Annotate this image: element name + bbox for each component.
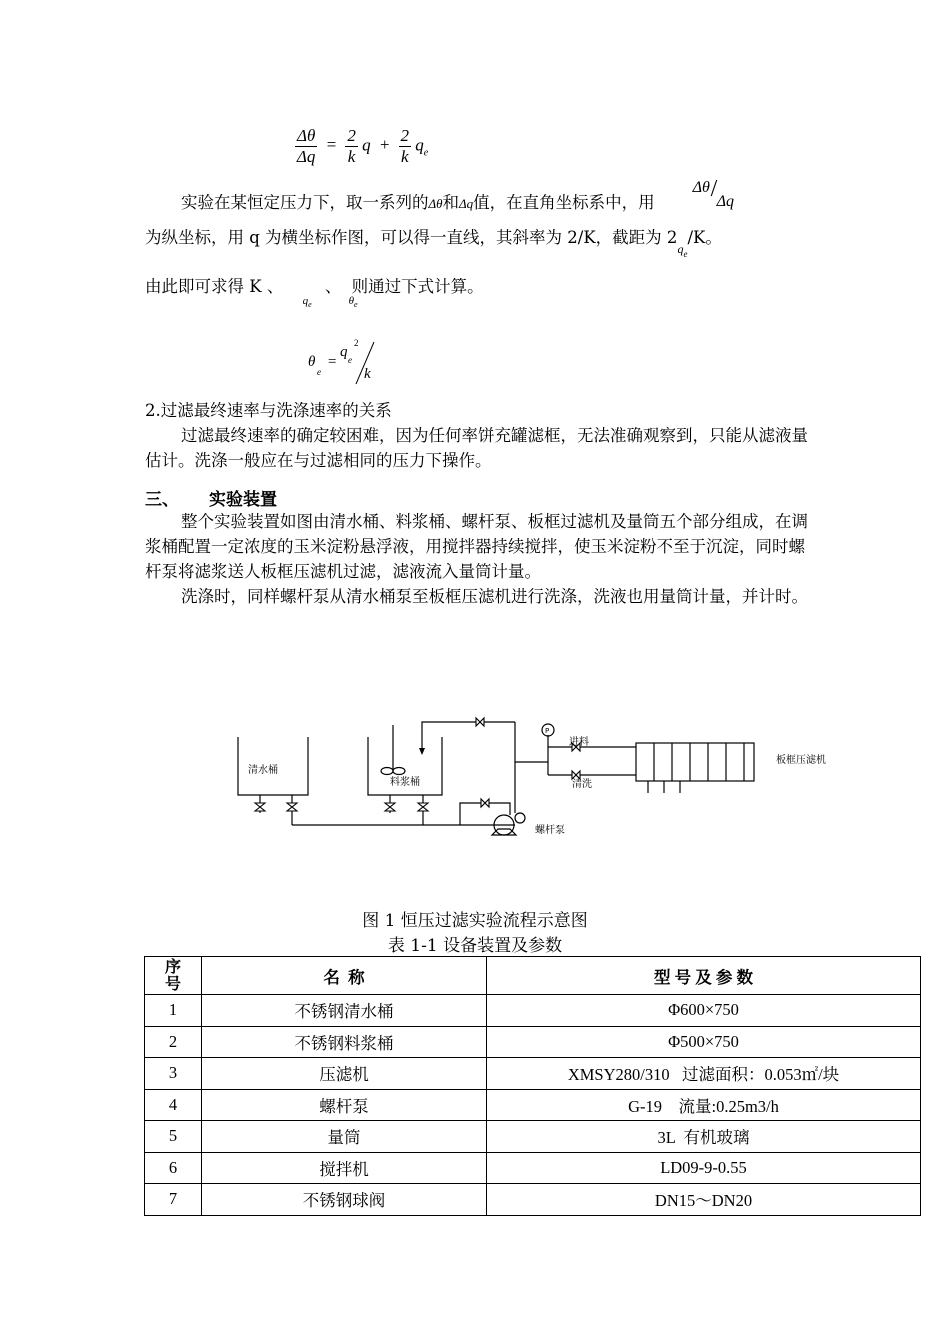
eq1-term1-num: 2 [347, 126, 356, 145]
return-line [422, 722, 480, 750]
eq1-lhs-fraction [295, 126, 317, 167]
intro-line3-thetae: e [354, 300, 358, 309]
section-3-title: 实验装置 [209, 490, 277, 510]
screw-pump-motor [515, 813, 525, 823]
intro-qe-q: q [677, 242, 684, 256]
intro-line3-sep: 、 [324, 277, 342, 296]
valve-icon [476, 718, 484, 726]
eq2-q-sub: e [348, 355, 352, 365]
table-cell-spec: Φ600×750 [487, 995, 921, 1027]
label-feed: 进料 [569, 737, 589, 748]
label-gauge: P [545, 727, 550, 735]
figure-caption: 图 1 恒压过滤实验流程示意图 [362, 911, 588, 931]
paragraph-intro [145, 176, 810, 216]
table-cell-name: 搅拌机 [202, 1152, 487, 1184]
intro-line3-a: 由此即可求得 K 、 [145, 277, 284, 296]
section-2 [145, 398, 810, 473]
table-row [145, 1089, 921, 1121]
table-cell-spec: DN15～DN20 [487, 1184, 921, 1216]
table-cell-name: 压滤机 [202, 1058, 487, 1090]
intro-line2-end: /K。 [687, 228, 722, 247]
intro-line3-qe: e [308, 300, 312, 309]
table-cell-spec: Φ500×750 [487, 1026, 921, 1058]
valve-icon [418, 803, 428, 811]
eq2-equals: = [328, 354, 337, 370]
eq1-term1-den: k [347, 147, 356, 166]
eq2-q-sup: 2 [354, 338, 359, 348]
bypass-line [460, 803, 510, 825]
section-2-body: 过滤最终速率的确定较困难，因为任何率饼充罐滤框，无法准确观察到，只能从滤液量估计。洗涤一般应在与过滤相同的压力下操作。 [145, 426, 808, 470]
label-pump: 螺杆泵 [535, 825, 565, 836]
eq2-theta: θ [308, 354, 316, 370]
table-cell-seq: 6 [145, 1152, 202, 1184]
table-cell-spec: G-19 流量:0.25m3/h [487, 1089, 921, 1121]
section-3-para-2: 洗涤时，同样螺杆泵从清水桶泵至板框压滤机进行洗涤，洗液也用量筒计量，并计时。 [181, 587, 808, 606]
eq1-term2-fraction [399, 126, 412, 167]
intro-line3-b: 则通过下式计算。 [351, 277, 484, 296]
eq1-term2-den: k [401, 147, 409, 166]
intro-and: 和 [442, 193, 460, 212]
eq1-term2-num: 2 [400, 126, 410, 145]
process-flow-diagram [230, 715, 870, 845]
section-3-number: 三、 [145, 490, 179, 510]
valve-icon [255, 803, 265, 811]
table-row [145, 1058, 921, 1090]
eq2-theta-sub: e [317, 367, 321, 377]
table-cell-seq: 2 [145, 1026, 202, 1058]
section-3-heading [145, 485, 277, 510]
intro-text-b: 值，在直角坐标系中，用 [473, 193, 655, 212]
intro-line-1 [145, 176, 810, 216]
table-cell-name: 不锈钢料浆桶 [202, 1026, 487, 1058]
intro-line3-q: q [302, 295, 309, 307]
intro-line3-theta: θ [348, 295, 355, 307]
return-arrow-icon [419, 748, 425, 755]
table-row [145, 1121, 921, 1153]
eq1-lhs-den: Δq [296, 147, 316, 166]
table-row [145, 1152, 921, 1184]
table-header-seq [145, 957, 202, 995]
valve-icon [385, 803, 395, 811]
label-slurry-tank: 料浆桶 [390, 777, 420, 788]
intro-slash-fraction [655, 176, 735, 210]
valve-icon [572, 771, 580, 779]
table-row [145, 1184, 921, 1216]
table-header-seq-label: 序号 [164, 958, 181, 993]
table-row [145, 1026, 921, 1058]
table-cell-seq: 5 [145, 1121, 202, 1153]
table-cell-seq: 3 [145, 1058, 202, 1090]
table-cell-seq: 7 [145, 1184, 202, 1216]
eq1-term2-var: q [415, 135, 424, 155]
intro-qe-e: e [683, 249, 688, 259]
eq1-term1-var: q [362, 135, 371, 155]
intro-line-3 [145, 274, 810, 309]
table-caption: 表 1-1 设备装置及参数 [387, 936, 563, 956]
eq2-den: k [364, 366, 371, 382]
label-water-tank: 清水桶 [248, 765, 278, 776]
intro-frac-num: Δθ [692, 179, 710, 196]
intro-text-a: 实验在某恒定压力下，取一系列的 [181, 193, 429, 212]
eq1-term1-fraction [345, 126, 358, 167]
section-2-title: 2.过滤最终速率与洗涤速率的关系 [145, 401, 392, 420]
table-cell-name: 螺杆泵 [202, 1089, 487, 1121]
section-3-body [145, 509, 810, 609]
agitator-blade-left [381, 768, 393, 775]
table-header-row [145, 957, 921, 995]
table-cell-name: 量筒 [202, 1121, 487, 1153]
eq1-lhs-num: Δθ [297, 126, 316, 145]
intro-line2-text: 为纵坐标，用 q 为横坐标作图，可以得一直线，其斜率为 2/K，截距为 2 [145, 228, 678, 247]
intro-frac-den: Δq [716, 193, 735, 210]
table-row [145, 995, 921, 1027]
eq1-plus: + [378, 135, 391, 155]
table-header-spec: 型 号 及 参 数 [487, 957, 921, 995]
label-filter-press: 板框压滤机 [776, 755, 826, 766]
table-cell-seq: 1 [145, 995, 202, 1027]
intro-frac-slash: / [710, 176, 718, 202]
intro-line-2 [145, 225, 810, 259]
table-cell-name: 不锈钢球阀 [202, 1184, 487, 1216]
eq2-q: q [340, 344, 348, 360]
pump-discharge-line [515, 762, 548, 813]
agitator-blade-right [393, 768, 405, 775]
eq1-equals: = [325, 135, 338, 155]
valve-icon [481, 799, 489, 807]
table-cell-spec: 3L 有机玻璃 [487, 1121, 921, 1153]
intro-dtheta: Δθ [428, 196, 443, 211]
equation-2 [308, 336, 388, 391]
equipment-table [144, 956, 921, 1216]
table-cell-spec: XMSY280/310 过滤面积：0.053㎡/块 [487, 1058, 921, 1090]
table-cell-seq: 4 [145, 1089, 202, 1121]
eq1-term2-sub: e [423, 147, 429, 159]
table-cell-spec: LD09-9-0.55 [487, 1152, 921, 1184]
table-header-name: 名 称 [202, 957, 487, 995]
valve-icon [287, 803, 297, 811]
equation-1 [295, 126, 428, 167]
section-3-para-1: 整个实验装置如图由清水桶、料浆桶、螺杆泵、板框过滤机及量筒五个部分组成，在调浆桶配置一定浓度的玉米淀粉悬浮液，用搅拌器持续搅拌，使玉米淀粉不至于沉淀，同时螺杆泵将滤浆送人板框压滤机过滤，滤液流入量筒计量。 [145, 512, 808, 581]
table-cell-name: 不锈钢清水桶 [202, 995, 487, 1027]
intro-dq: Δq [459, 196, 474, 211]
label-wash: 清洗 [572, 779, 592, 790]
